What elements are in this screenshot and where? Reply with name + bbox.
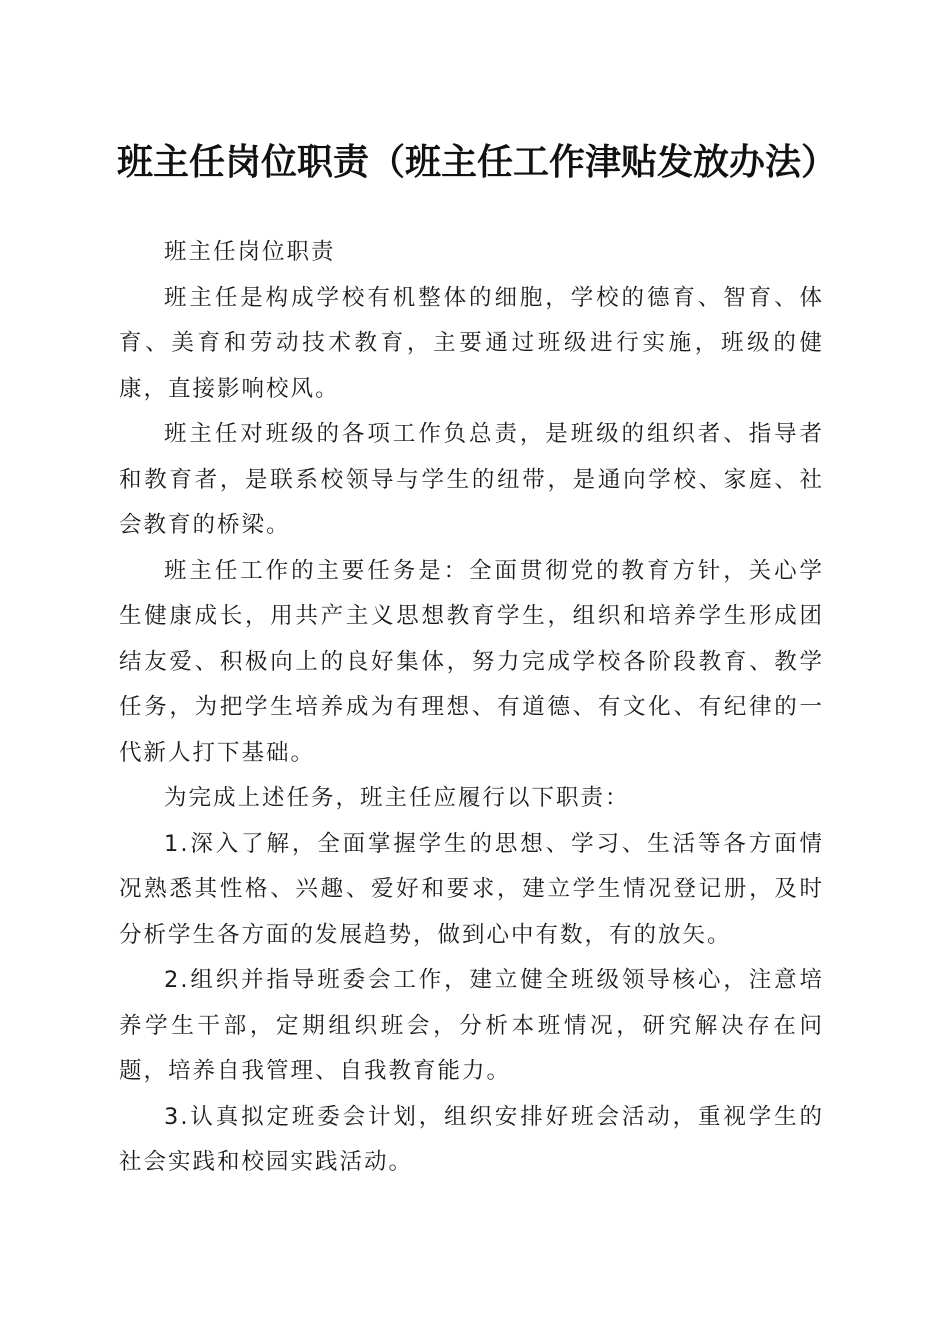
document-title: 班主任岗位职责（班主任工作津贴发放办法） (117, 141, 838, 183)
document-body (119, 230, 824, 1186)
paragraph: 班主任对班级的各项工作负总责，是班级的组织者、指导者和教育者，是联系校领导与学生的纽带，是通向学校、家庭、社会教育的桥梁。 (119, 421, 824, 538)
paragraph: 班主任工作的主要任务是：全面贯彻党的教育方针，关心学生健康成长，用共产主义思想教育学生，组织和培养学生形成团结友爱、积极向上的良好集体，努力完成学校各阶段教育、教学任务，为把学生培养成为有理想、有道德、有文化、有纪律的一代新人打下基础。 (119, 557, 824, 766)
paragraph: 为完成上述任务，班主任应履行以下职责： (164, 785, 630, 811)
list-item: 2.组织并指导班委会工作，建立健全班级领导核心，注意培养学生干部，定期组织班会，分析本班情况，研究解决存在问题，培养自我管理、自我教育能力。 (119, 967, 824, 1084)
paragraph: 班主任是构成学校有机整体的细胞，学校的德育、智育、体育、美育和劳动技术教育，主要通过班级进行实施，班级的健康，直接影响校风。 (119, 284, 824, 402)
list-item: 1.深入了解，全面掌握学生的思想、学习、生活等各方面情况熟悉其性格、兴趣、爱好和要求，建立学生情况登记册，及时分析学生各方面的发展趋势，做到心中有数，有的放矢。 (119, 830, 824, 948)
list-item: 3.认真拟定班委会计划，组织安排好班会活动，重视学生的社会实践和校园实践活动。 (119, 1103, 824, 1175)
section-heading: 班主任岗位职责 (164, 239, 336, 265)
